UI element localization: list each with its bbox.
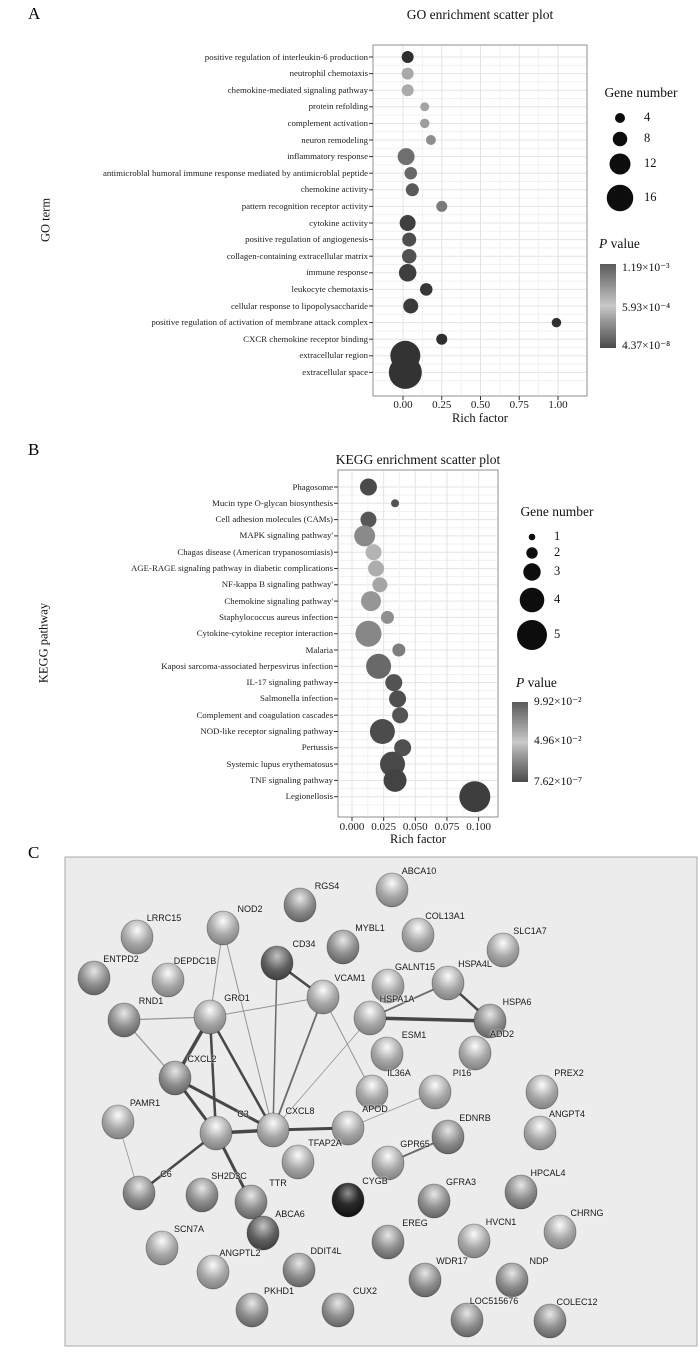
panel-a-letter: A bbox=[28, 4, 41, 23]
go-bubble bbox=[402, 84, 414, 96]
go-term-label: antimicroblal humoral immune response mediated by antimicroblal peptide bbox=[102, 167, 368, 178]
network-node-label: CD34 bbox=[292, 939, 316, 949]
network-node bbox=[236, 1293, 268, 1327]
network-node-label: EDNRB bbox=[459, 1113, 491, 1123]
kegg-term-label: NOD-like receptor signaling pathway bbox=[200, 726, 333, 736]
go-size-legend-title: Gene number bbox=[604, 85, 678, 100]
kegg-bubble bbox=[392, 707, 408, 723]
network-node bbox=[327, 930, 359, 964]
network-node-label: DEPDC1B bbox=[173, 956, 217, 966]
go-term-label: positive regulation of angiogenesis bbox=[245, 234, 368, 245]
network-node bbox=[371, 1037, 403, 1071]
pvalue-rest: value bbox=[524, 675, 557, 690]
kegg-term-label: MAPK signaling pathway' bbox=[239, 530, 333, 541]
kegg-term-label: Pertussis bbox=[301, 742, 333, 753]
kegg-bubble bbox=[366, 654, 391, 679]
go-term-label: leukocyte chemotaxis bbox=[291, 283, 368, 294]
go-bubble bbox=[406, 183, 419, 196]
network-node-label: COLEC12 bbox=[556, 1297, 598, 1307]
network-node bbox=[451, 1303, 483, 1337]
kegg-bubble bbox=[368, 561, 384, 577]
go-term-label: positive regulation of activation of membrane attack complex bbox=[151, 317, 368, 328]
kegg-legend-size-label: 4 bbox=[554, 592, 561, 606]
kegg-bubble bbox=[355, 621, 381, 647]
kegg-bubble bbox=[459, 781, 490, 812]
network-node-label: RGS4 bbox=[314, 881, 340, 891]
network-node bbox=[372, 1225, 404, 1259]
network-node bbox=[432, 1120, 464, 1154]
go-legend-size-label: 16 bbox=[644, 190, 657, 204]
network-node-label: RND1 bbox=[138, 996, 164, 1006]
network-node-label: GFRA3 bbox=[445, 1177, 477, 1187]
network-node-label: HPCAL4 bbox=[530, 1168, 566, 1178]
network-node-label: ANGPT4 bbox=[548, 1109, 586, 1119]
kegg-bubble bbox=[392, 644, 405, 657]
network-node-label: CYGB bbox=[362, 1176, 388, 1186]
network-node bbox=[354, 1001, 386, 1035]
go-pvalue-min-label: 4.37×10⁻⁸ bbox=[622, 340, 671, 352]
go-pvalue-legend-title bbox=[599, 236, 640, 252]
network-node bbox=[524, 1116, 556, 1150]
go-bubble bbox=[402, 51, 414, 63]
kegg-bubble bbox=[360, 479, 377, 496]
legend-size-circle bbox=[526, 547, 537, 558]
go-x-tick-label: 0.25 bbox=[432, 399, 452, 411]
kegg-x-axis-label: Rich factor bbox=[390, 832, 446, 846]
network-node-label: COL13A1 bbox=[425, 911, 465, 921]
kegg-plot-title: KEGG enrichment scatter plot bbox=[335, 452, 501, 467]
network-node bbox=[207, 911, 239, 945]
network-node bbox=[102, 1105, 134, 1139]
pvalue-italic-p: P bbox=[516, 675, 525, 690]
network-node-label: ENTPD2 bbox=[103, 954, 139, 964]
network-node bbox=[186, 1178, 218, 1212]
go-term-label: collagen-containing extracellular matrix bbox=[226, 250, 368, 261]
kegg-bubble bbox=[361, 591, 381, 611]
kegg-term-label: Salmonella infection bbox=[259, 693, 333, 704]
legend-size-circle bbox=[610, 154, 631, 175]
go-x-tick-label: 0.50 bbox=[470, 399, 491, 411]
network-node bbox=[152, 963, 184, 997]
go-term-label: complement activation bbox=[287, 117, 368, 128]
kegg-term-label: AGE-RAGE signaling pathway in diabetic complications bbox=[130, 563, 333, 573]
kegg-plot bbox=[334, 470, 498, 821]
network-node-label: WDR17 bbox=[436, 1256, 468, 1266]
network-node bbox=[235, 1185, 267, 1219]
pvalue-rest: value bbox=[607, 236, 640, 251]
network-node bbox=[282, 1145, 314, 1179]
network-node-label: EREG bbox=[402, 1218, 428, 1228]
network-node-label: PREX2 bbox=[554, 1068, 584, 1078]
network-node-label: PI16 bbox=[452, 1068, 472, 1078]
network-node-label: C6 bbox=[160, 1169, 172, 1179]
kegg-term-label: Chagas disease (American trypanosomiasis) bbox=[177, 546, 333, 557]
kegg-term-label: Malaria bbox=[305, 644, 333, 655]
network-node-label: CUX2 bbox=[352, 1286, 378, 1296]
network-node bbox=[376, 873, 408, 907]
kegg-bubble bbox=[381, 611, 394, 624]
go-term-label: cytokine activity bbox=[309, 217, 368, 228]
kegg-size-legend-title: Gene number bbox=[520, 504, 594, 519]
network-node bbox=[458, 1224, 490, 1258]
kegg-term-label: Complement and coagulation cascades bbox=[196, 709, 333, 720]
network-node-label: ABCA10 bbox=[401, 866, 437, 876]
kegg-bubble bbox=[385, 674, 402, 691]
go-x-tick-label: 0.00 bbox=[393, 399, 413, 411]
kegg-term-label: NF-kappa B signaling pathway' bbox=[221, 579, 333, 590]
go-bubble bbox=[389, 356, 422, 389]
network-node-label: CHRNG bbox=[570, 1208, 604, 1218]
go-term-label: cellular response to lipopolysaccharide bbox=[230, 300, 368, 311]
network-node-label: VCAM1 bbox=[334, 973, 366, 983]
network-node bbox=[247, 1216, 279, 1250]
go-term-label: positive regulation of interleukin-6 production bbox=[204, 51, 368, 62]
go-term-label: neuron remodeling bbox=[301, 134, 368, 145]
kegg-bubble bbox=[389, 690, 406, 707]
network-node bbox=[284, 888, 316, 922]
kegg-term-label: Legionellosis bbox=[285, 791, 333, 802]
go-bubble bbox=[426, 135, 436, 145]
go-bubble bbox=[403, 299, 418, 314]
go-term-label: pattern recognition receptor activity bbox=[241, 200, 368, 211]
go-bubble bbox=[402, 68, 414, 80]
go-legend-size-label: 8 bbox=[644, 131, 651, 145]
kegg-x-tick-label: 0.075 bbox=[434, 821, 460, 833]
go-term-label: extracellular space bbox=[302, 366, 368, 377]
kegg-term-label: Mucin type O-glycan biosynthesis bbox=[212, 497, 333, 508]
kegg-pvalue-max-label: 9.92×10⁻² bbox=[534, 696, 582, 708]
network-node-label: DDIT4L bbox=[310, 1246, 342, 1256]
network-node-label: HSPA1A bbox=[379, 994, 415, 1004]
go-x-tick-label: 0.75 bbox=[509, 399, 529, 411]
network-node-label: CXCL8 bbox=[285, 1106, 315, 1116]
network-node bbox=[257, 1113, 289, 1147]
kegg-bubble bbox=[366, 544, 382, 560]
go-pvalue-mid-label: 5.93×10⁻⁴ bbox=[622, 302, 671, 314]
network-node bbox=[496, 1263, 528, 1297]
network-node-label: TFAP2A bbox=[308, 1138, 342, 1148]
network-node-label: HSPA6 bbox=[502, 997, 532, 1007]
network-node-label: IL36A bbox=[387, 1068, 411, 1078]
go-x-tick-label: 1.00 bbox=[548, 399, 568, 411]
network-node-label: SCN7A bbox=[173, 1224, 205, 1234]
network-node-label: GALNT15 bbox=[394, 962, 436, 972]
kegg-bubble bbox=[372, 577, 387, 592]
panel-b-letter: B bbox=[28, 440, 40, 459]
panel-c-letter: C bbox=[28, 843, 40, 862]
network-node-label: APOD bbox=[362, 1104, 388, 1114]
go-bubble bbox=[399, 264, 417, 282]
kegg-y-axis-label: KEGG pathway bbox=[36, 602, 51, 684]
go-bubble bbox=[436, 334, 447, 345]
go-y-axis-label: GO term bbox=[38, 197, 53, 243]
network-node bbox=[432, 966, 464, 1000]
network-node-label: ADD2 bbox=[489, 1029, 515, 1039]
kegg-bubble bbox=[370, 719, 395, 744]
network-node bbox=[418, 1184, 450, 1218]
go-legend-size-label: 4 bbox=[644, 110, 651, 124]
go-term-label: inflammatory response bbox=[287, 151, 368, 162]
go-x-axis-label: Rich factor bbox=[452, 411, 508, 425]
kegg-legend-size-label: 1 bbox=[554, 529, 561, 543]
network-node-label: LOC515676 bbox=[469, 1296, 519, 1306]
go-term-label: chemokine activity bbox=[300, 184, 368, 195]
network-node-label: GRO1 bbox=[224, 993, 250, 1003]
network-node bbox=[261, 946, 293, 980]
go-bubble bbox=[398, 148, 415, 165]
go-bubble bbox=[402, 233, 416, 247]
go-bubble bbox=[552, 318, 562, 328]
kegg-term-label: Cytokine-cytokine receptor interaction bbox=[196, 628, 333, 639]
kegg-legend-size-label: 5 bbox=[554, 627, 561, 641]
network-node bbox=[159, 1061, 191, 1095]
kegg-bubble bbox=[354, 525, 375, 546]
network-node bbox=[322, 1293, 354, 1327]
legend-size-circle bbox=[615, 113, 625, 123]
kegg-term-label: TNF signaling pathway bbox=[249, 774, 333, 785]
kegg-term-label: Kaposi sarcoma-associated herpesvirus infection bbox=[161, 660, 333, 671]
kegg-pvalue-min-label: 7.62×10⁻⁷ bbox=[534, 776, 583, 788]
kegg-x-tick-label: 0.000 bbox=[339, 821, 365, 833]
network-node bbox=[534, 1304, 566, 1338]
kegg-x-tick-label: 0.025 bbox=[371, 821, 397, 833]
network-node bbox=[372, 1146, 404, 1180]
network-node-label: MYBL1 bbox=[355, 923, 385, 933]
go-bubble bbox=[420, 119, 430, 128]
network-node-label: SH2D3C bbox=[211, 1171, 247, 1181]
network-node bbox=[307, 980, 339, 1014]
network-node-label: CXCL2 bbox=[187, 1054, 217, 1064]
go-term-label: immune response bbox=[306, 267, 368, 278]
legend-size-circle bbox=[529, 534, 536, 541]
kegg-legend-size-label: 2 bbox=[554, 545, 561, 559]
network-node-label: ESM1 bbox=[401, 1030, 427, 1040]
network-node bbox=[419, 1075, 451, 1109]
go-term-label: extracellular region bbox=[299, 350, 368, 361]
go-term-label: CXCR chemokine receptor binding bbox=[243, 333, 368, 344]
network-node bbox=[526, 1075, 558, 1109]
go-bubble bbox=[420, 102, 429, 111]
network-node bbox=[332, 1183, 364, 1217]
network-node-label: PKHD1 bbox=[263, 1286, 295, 1296]
network-node-label: LRRC15 bbox=[146, 913, 182, 923]
go-term-label: chemokine-mediated signaling pathway bbox=[227, 84, 368, 95]
network-node-label: PAMR1 bbox=[129, 1098, 161, 1108]
legend-size-circle bbox=[607, 185, 634, 212]
go-bubble bbox=[420, 283, 433, 296]
kegg-term-label: Staphylococcus aureus infection bbox=[219, 611, 333, 622]
network-node bbox=[505, 1175, 537, 1209]
network-node-label: NOD2 bbox=[237, 904, 263, 914]
network-node bbox=[197, 1255, 229, 1289]
network-node-label: SLC1A7 bbox=[513, 926, 547, 936]
network-node bbox=[200, 1116, 232, 1150]
go-term-label: protein refolding bbox=[308, 101, 368, 112]
network-node bbox=[194, 1000, 226, 1034]
kegg-bubble bbox=[384, 769, 407, 792]
go-bubble bbox=[436, 201, 447, 212]
kegg-pvalue-mid-label: 4.96×10⁻² bbox=[534, 735, 582, 747]
legend-size-circle bbox=[613, 132, 628, 147]
network-node bbox=[402, 918, 434, 952]
kegg-term-label: Chemokine signaling pathway' bbox=[224, 595, 333, 606]
legend-size-circle bbox=[523, 563, 540, 580]
go-plot-title: GO enrichment scatter plot bbox=[406, 7, 554, 22]
kegg-term-label: Phagosome bbox=[292, 481, 333, 492]
network-node bbox=[409, 1263, 441, 1297]
network-node bbox=[121, 920, 153, 954]
kegg-x-tick-label: 0.050 bbox=[402, 821, 428, 833]
network-node bbox=[459, 1036, 491, 1070]
kegg-x-tick-label: 0.100 bbox=[466, 821, 491, 833]
network-node-label: C3 bbox=[237, 1109, 249, 1119]
go-term-label: neutrophil chemotaxis bbox=[289, 68, 368, 79]
network-node bbox=[544, 1215, 576, 1249]
network-node bbox=[146, 1231, 178, 1265]
network-node bbox=[283, 1253, 315, 1287]
kegg-term-label: Systemic lupus erythematosus bbox=[226, 758, 333, 769]
go-plot bbox=[369, 45, 587, 400]
network-node-label: GPR65 bbox=[400, 1139, 430, 1149]
go-legend-size-label: 12 bbox=[644, 156, 657, 170]
network-node bbox=[123, 1176, 155, 1210]
network-node bbox=[108, 1003, 140, 1037]
pvalue-italic-p: P bbox=[599, 236, 608, 251]
network-node-label: HSPA4L bbox=[458, 959, 492, 969]
legend-size-circle bbox=[520, 588, 545, 613]
network-node-label: TTR bbox=[269, 1178, 287, 1188]
kegg-bubble bbox=[360, 512, 376, 528]
kegg-legend-size-label: 3 bbox=[554, 564, 561, 578]
go-bubble bbox=[402, 249, 417, 264]
kegg-pvalue-legend-title bbox=[516, 675, 557, 691]
kegg-pvalue-colorbar bbox=[512, 702, 528, 782]
go-bubble bbox=[400, 215, 416, 231]
kegg-term-label: Cell adhesion molecules (CAMs) bbox=[215, 514, 333, 525]
network-node-label: HVCN1 bbox=[485, 1217, 517, 1227]
go-pvalue-colorbar bbox=[600, 264, 616, 348]
network-node-label: NDP bbox=[529, 1256, 549, 1266]
go-pvalue-max-label: 1.19×10⁻³ bbox=[622, 262, 670, 274]
kegg-term-label: IL-17 signaling pathway bbox=[246, 677, 333, 688]
go-bubble bbox=[405, 167, 418, 180]
network-node bbox=[78, 961, 110, 995]
legend-size-circle bbox=[517, 620, 547, 650]
kegg-bubble bbox=[391, 499, 399, 507]
network-node-label: ANGPTL2 bbox=[219, 1248, 261, 1258]
network-node-label: ABCA6 bbox=[275, 1209, 305, 1219]
